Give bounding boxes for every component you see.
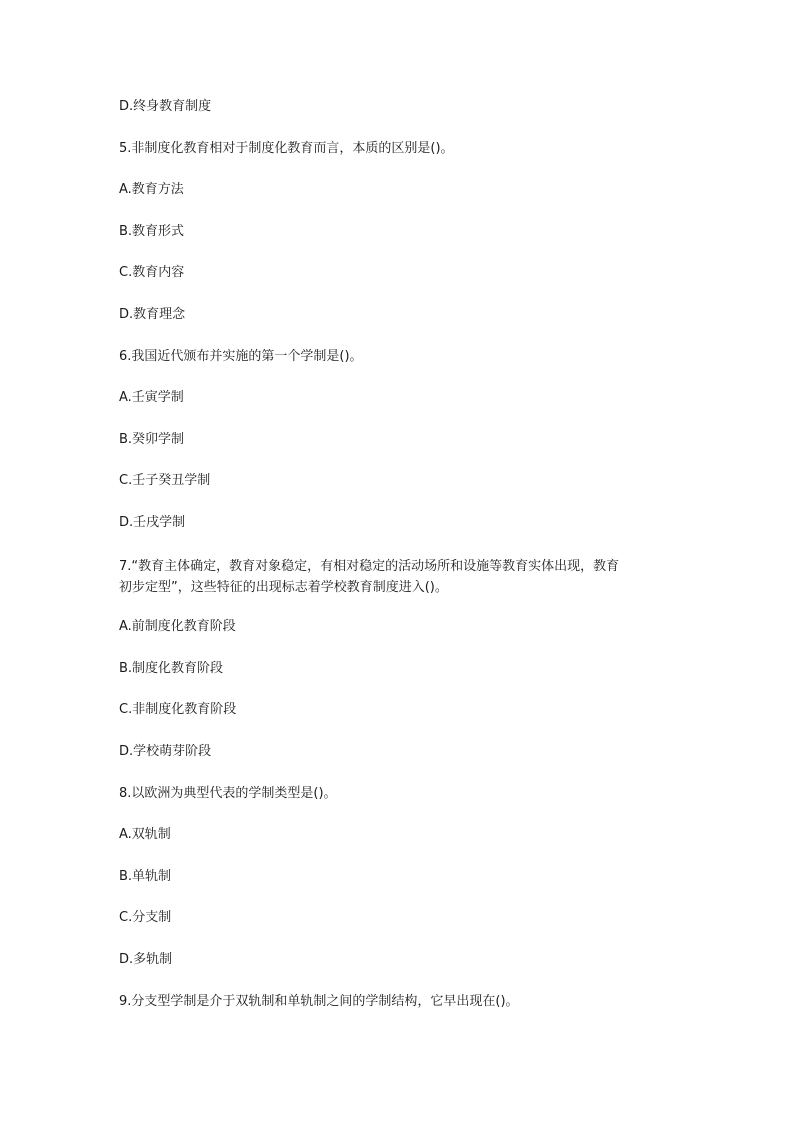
option-a-q6: A.壬寅学制 xyxy=(119,390,184,405)
question-8: 8.以欧洲为典型代表的学制类型是()。 xyxy=(119,786,337,801)
option-c-q7: C.非制度化教育阶段 xyxy=(119,702,237,717)
option-d-q7: D.学校萌芽阶段 xyxy=(119,744,212,759)
option-c-q8: C.分支制 xyxy=(119,910,172,925)
question-5: 5.非制度化教育相对于制度化教育而言，本质的区别是()。 xyxy=(119,141,454,156)
option-b-q6: B.癸卯学制 xyxy=(119,432,185,447)
option-b-q5: B.教育形式 xyxy=(119,224,185,239)
option-d-q4: D.终身教育制度 xyxy=(119,99,212,114)
option-a-q8: A.双轨制 xyxy=(119,827,171,842)
option-d-q6: D.壬戌学制 xyxy=(119,515,186,530)
question-7-line-1: 7.“教育主体确定，教育对象稳定，有相对稳定的活动场所和设施等教育实体出现，教育 xyxy=(119,559,620,574)
option-c-q5: C.教育内容 xyxy=(119,265,185,280)
option-a-q5: A.教育方法 xyxy=(119,182,184,197)
question-6: 6.我国近代颁布并实施的第一个学制是()。 xyxy=(119,349,363,364)
option-b-q8: B.单轨制 xyxy=(119,869,172,884)
question-9: 9.分支型学制是介于双轨制和单轨制之间的学制结构，它早出现在()。 xyxy=(119,994,519,1009)
option-a-q7: A.前制度化教育阶段 xyxy=(119,619,236,634)
option-b-q7: B.制度化教育阶段 xyxy=(119,661,224,676)
option-c-q6: C.壬子癸丑学制 xyxy=(119,473,211,488)
option-d-q8: D.多轨制 xyxy=(119,952,173,967)
question-7-line-2: 初步定型”，这些特征的出现标志着学校教育制度进入()。 xyxy=(119,580,448,595)
option-d-q5: D.教育理念 xyxy=(119,307,186,322)
